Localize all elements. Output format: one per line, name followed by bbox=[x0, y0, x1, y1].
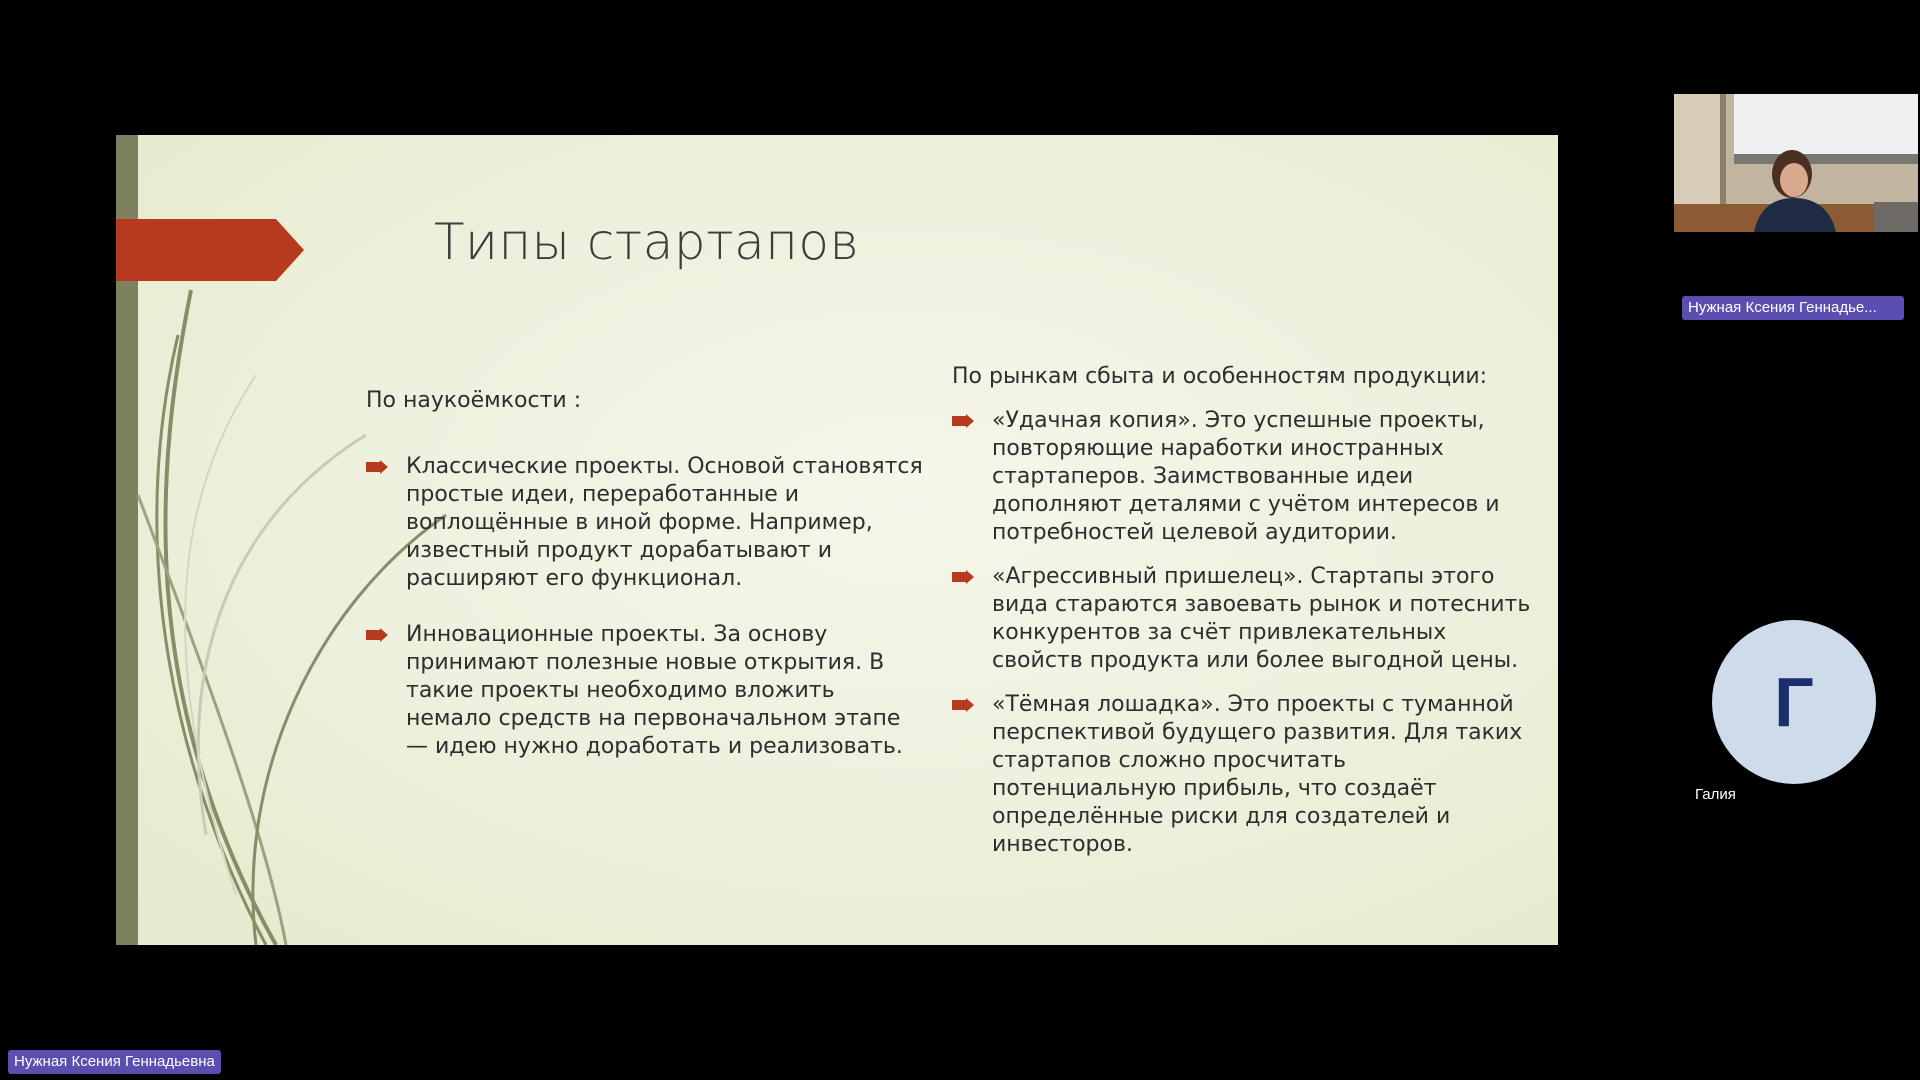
slide-title: Типы стартапов bbox=[434, 213, 860, 271]
arrow-bullet-icon bbox=[952, 570, 974, 584]
left-column bbox=[366, 387, 926, 789]
presenter-video-tile[interactable] bbox=[1674, 94, 1918, 232]
bullet-text: Классические проекты. Основой становятся простые идеи, переработанные и воплощённые в иной форме. Например, известный продукт дорабатывают и расширяют его функционал. bbox=[406, 454, 923, 591]
right-column-heading: По рынкам сбыта и особенностям продукции: bbox=[952, 364, 1488, 389]
list-item bbox=[366, 621, 926, 761]
left-column-heading: По наукоёмкости : bbox=[366, 388, 582, 413]
list-item bbox=[366, 453, 926, 593]
list-item bbox=[952, 563, 1532, 675]
arrow-bullet-icon bbox=[952, 414, 974, 428]
title-arrow-shape bbox=[116, 219, 304, 281]
right-column bbox=[952, 363, 1532, 875]
attendee-avatar[interactable] bbox=[1712, 620, 1876, 784]
presenter-tile-name-tag: Нужная Ксения Геннадье... bbox=[1682, 296, 1904, 320]
presenter-video-frame bbox=[1674, 94, 1918, 232]
arrow-bullet-icon bbox=[366, 460, 388, 474]
list-item bbox=[952, 407, 1532, 547]
arrow-bullet-icon bbox=[952, 698, 974, 712]
bullet-text: «Удачная копия». Это успешные проекты, повторяющие наработки иностранных стартаперов. Заимствованные идеи дополняют деталями с учётом интересов и потребностей целевой аудитории. bbox=[992, 408, 1500, 545]
presenter-name-tag: Нужная Ксения Геннадьевна bbox=[8, 1050, 221, 1074]
attendee-name: Галия bbox=[1695, 786, 1736, 803]
right-bullet-list bbox=[952, 407, 1532, 859]
bullet-text: «Тёмная лошадка». Это проекты с туманной перспективой будущего развития. Для таких стартапов сложно просчитать потенциальную прибыль, что создаёт определённые риски для создателей и инвесторов. bbox=[992, 692, 1523, 857]
arrow-bullet-icon bbox=[366, 628, 388, 642]
list-item bbox=[952, 691, 1532, 859]
bullet-text: Инновационные проекты. За основу принимают полезные новые открытия. В такие проекты необходимо вложить немало средств на первоначальном этапе — идею нужно доработать и реализовать. bbox=[406, 622, 903, 759]
bullet-text: «Агрессивный пришелец». Стартапы этого вида стараются завоевать рынок и потеснить конкурентов за счёт привлекательных свойств продукта или более выгодной цены. bbox=[992, 564, 1531, 673]
shared-slide bbox=[116, 135, 1558, 945]
left-bullet-list bbox=[366, 453, 926, 761]
avatar-initial: Г bbox=[1774, 663, 1814, 741]
